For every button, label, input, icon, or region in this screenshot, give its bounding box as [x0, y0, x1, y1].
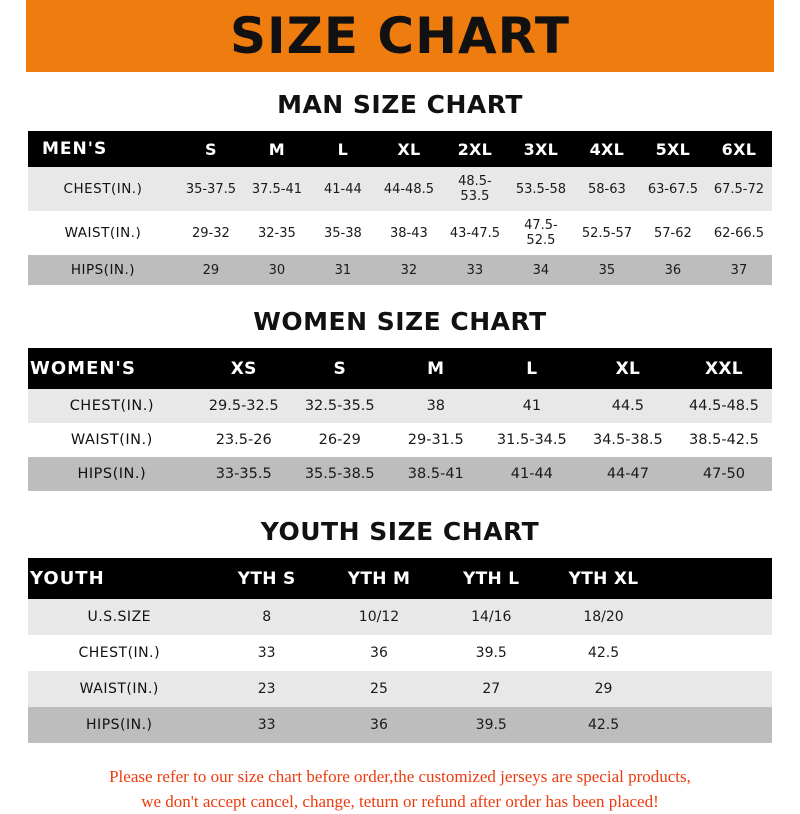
women-header-cell-1: XS	[230, 358, 257, 379]
man-cell-0-8: 67.5-72	[713, 181, 765, 197]
youth-table-header	[28, 558, 772, 599]
man-header-cell-5: 2XL	[457, 139, 493, 159]
women-size-table	[28, 348, 772, 491]
youth-size-table	[28, 558, 772, 743]
women-cell-0-3: 41	[522, 398, 542, 414]
content-area	[0, 90, 800, 814]
women-cell-0-0: 29.5-32.5	[208, 398, 279, 414]
man-cell-2-2: 31	[334, 262, 352, 278]
youth-row-1-spacer	[660, 635, 772, 671]
table-row	[28, 599, 772, 635]
man-header-cell-4: XL	[397, 139, 421, 159]
youth-size-table-wrapper	[28, 558, 772, 743]
youth-cell-2-1: 25	[370, 681, 388, 697]
man-size-table-wrapper	[28, 131, 772, 285]
women-header-cell-3: M	[427, 358, 445, 379]
man-header-cell-8: 5XL	[655, 139, 691, 159]
man-cell-1-5: 47.5-52.5	[524, 218, 558, 248]
youth-cell-3-1: 36	[370, 717, 388, 733]
youth-row-0-spacer	[660, 599, 772, 635]
man-header-cell-6: 3XL	[523, 139, 559, 159]
man-header-cell-7: 4XL	[589, 139, 625, 159]
women-row-1-label: WAIST(IN.)	[70, 432, 153, 448]
table-row	[28, 707, 772, 743]
man-row-2-label: HIPS(IN.)	[70, 262, 136, 278]
youth-header-cell-4: YTH XL	[568, 568, 639, 589]
youth-row-1-label: CHEST(IN.)	[78, 645, 161, 661]
women-cell-0-5: 44.5-48.5	[689, 398, 759, 414]
man-cell-1-3: 38-43	[390, 225, 428, 241]
man-row-0-label: CHEST(IN.)	[63, 181, 143, 197]
youth-row-3-label: HIPS(IN.)	[86, 717, 153, 733]
women-cell-2-3: 41-44	[510, 466, 553, 482]
man-cell-0-3: 44-48.5	[383, 181, 434, 197]
women-header-cell-2: S	[333, 358, 347, 379]
footer-note	[28, 765, 772, 814]
youth-cell-0-2: 14/16	[471, 609, 512, 625]
table-row	[28, 423, 772, 457]
man-cell-2-6: 35	[598, 262, 616, 278]
man-cell-1-6: 52.5-57	[581, 225, 632, 241]
man-row-1-label: WAIST(IN.)	[64, 225, 142, 241]
women-cell-1-4: 34.5-38.5	[592, 432, 663, 448]
women-header-cell-6: XXL	[704, 358, 743, 379]
youth-cell-2-3: 29	[594, 681, 613, 697]
women-cell-1-1: 26-29	[318, 432, 361, 448]
youth-cell-0-1: 10/12	[358, 609, 400, 625]
youth-header-cell-0: YOUTH	[30, 568, 105, 589]
youth-cell-1-1: 36	[370, 645, 388, 661]
man-cell-1-0: 29-32	[192, 225, 230, 241]
table-row	[28, 211, 772, 255]
youth-row-2-label: WAIST(IN.)	[79, 681, 159, 697]
table-header-row	[28, 348, 772, 389]
man-cell-0-1: 37.5-41	[251, 181, 302, 197]
man-cell-1-8: 62-66.5	[713, 225, 765, 241]
table-row	[28, 457, 772, 491]
table-header-row	[28, 558, 772, 599]
women-table-header	[28, 348, 772, 389]
women-row-2-label: HIPS(IN.)	[77, 466, 147, 482]
man-cell-0-5: 53.5-58	[515, 181, 566, 197]
man-header-cell-9: 6XL	[721, 139, 757, 159]
youth-cell-2-0: 23	[257, 681, 276, 697]
man-cell-2-1: 30	[268, 262, 286, 278]
man-cell-1-7: 57-62	[654, 225, 692, 241]
youth-cell-1-0: 33	[257, 645, 276, 661]
man-cell-1-1: 32-35	[258, 225, 296, 241]
header-band	[0, 0, 800, 72]
footer-note-line-2: we don't accept cancel, change, teturn or refund after order has been placed!	[141, 791, 659, 811]
man-cell-0-7: 63-67.5	[647, 181, 698, 197]
youth-row-0-label: U.S.SIZE	[87, 609, 152, 625]
youth-cell-0-3: 18/20	[583, 609, 624, 625]
table-header-row	[28, 131, 772, 167]
man-size-table	[28, 131, 772, 285]
man-cell-2-3: 32	[400, 262, 418, 278]
youth-row-3-spacer	[660, 707, 772, 743]
women-cell-0-4: 44.5	[611, 398, 645, 414]
youth-cell-1-3: 42.5	[587, 645, 620, 661]
women-cell-1-3: 31.5-34.5	[496, 432, 567, 448]
women-header-cell-4: L	[526, 358, 538, 379]
table-row	[28, 389, 772, 423]
youth-cell-3-3: 42.5	[587, 717, 620, 733]
man-cell-0-0: 35-37.5	[185, 181, 236, 197]
women-cell-1-2: 29-31.5	[407, 432, 464, 448]
man-header-cell-3: L	[337, 139, 349, 159]
table-row	[28, 255, 772, 285]
page-title: SIZE CHART	[229, 7, 571, 65]
youth-header-cell-2: YTH M	[347, 568, 411, 589]
women-cell-2-5: 47-50	[702, 466, 746, 482]
women-cell-2-4: 44-47	[606, 466, 649, 482]
youth-cell-3-0: 33	[257, 717, 276, 733]
youth-cell-0-0: 8	[262, 609, 272, 625]
man-cell-2-0: 29	[202, 262, 220, 278]
youth-table-body	[28, 599, 772, 743]
youth-cell-1-2: 39.5	[475, 645, 507, 661]
youth-section-title: YOUTH SIZE CHART	[260, 517, 540, 546]
man-cell-0-2: 41-44	[324, 181, 362, 197]
table-row	[28, 671, 772, 707]
women-header-cell-5: XL	[615, 358, 641, 379]
women-cell-0-1: 32.5-35.5	[304, 398, 375, 414]
women-section-title: WOMEN SIZE CHART	[253, 307, 547, 336]
youth-cell-3-2: 39.5	[475, 717, 507, 733]
man-cell-2-5: 34	[532, 262, 550, 278]
youth-row-2-spacer	[660, 671, 772, 707]
women-row-0-label: CHEST(IN.)	[69, 398, 154, 414]
youth-header-spacer	[660, 558, 772, 599]
women-cell-2-1: 35.5-38.5	[304, 466, 375, 482]
footer-note-line-1: Please refer to our size chart before order,the customized jerseys are special products,	[109, 767, 691, 786]
women-cell-1-0: 23.5-26	[215, 432, 272, 448]
women-cell-1-5: 38.5-42.5	[689, 432, 759, 448]
man-table-body	[28, 167, 772, 285]
man-cell-2-8: 37	[730, 262, 748, 278]
man-table-header	[28, 131, 772, 167]
man-cell-2-7: 36	[664, 262, 682, 278]
man-header-cell-0: MEN'S	[42, 139, 108, 159]
table-row	[28, 167, 772, 211]
man-header-cell-1: S	[204, 139, 217, 159]
man-cell-1-4: 43-47.5	[449, 225, 500, 241]
women-header-cell-0: WOMEN'S	[30, 358, 136, 379]
women-table-body	[28, 389, 772, 491]
youth-header-cell-1: YTH S	[237, 568, 296, 589]
youth-cell-2-2: 27	[482, 681, 501, 697]
women-cell-2-2: 38.5-41	[407, 466, 464, 482]
women-size-table-wrapper	[28, 348, 772, 491]
women-cell-2-0: 33-35.5	[215, 466, 272, 482]
man-cell-0-4: 48.5-53.5	[458, 174, 492, 204]
table-row	[28, 635, 772, 671]
women-cell-0-2: 38	[426, 398, 446, 414]
man-header-cell-2: M	[268, 139, 286, 159]
man-cell-0-6: 58-63	[588, 181, 626, 197]
man-cell-1-2: 35-38	[324, 225, 362, 241]
man-section-title: MAN SIZE CHART	[277, 90, 523, 119]
youth-header-cell-3: YTH L	[463, 568, 520, 589]
man-cell-2-4: 33	[466, 262, 484, 278]
